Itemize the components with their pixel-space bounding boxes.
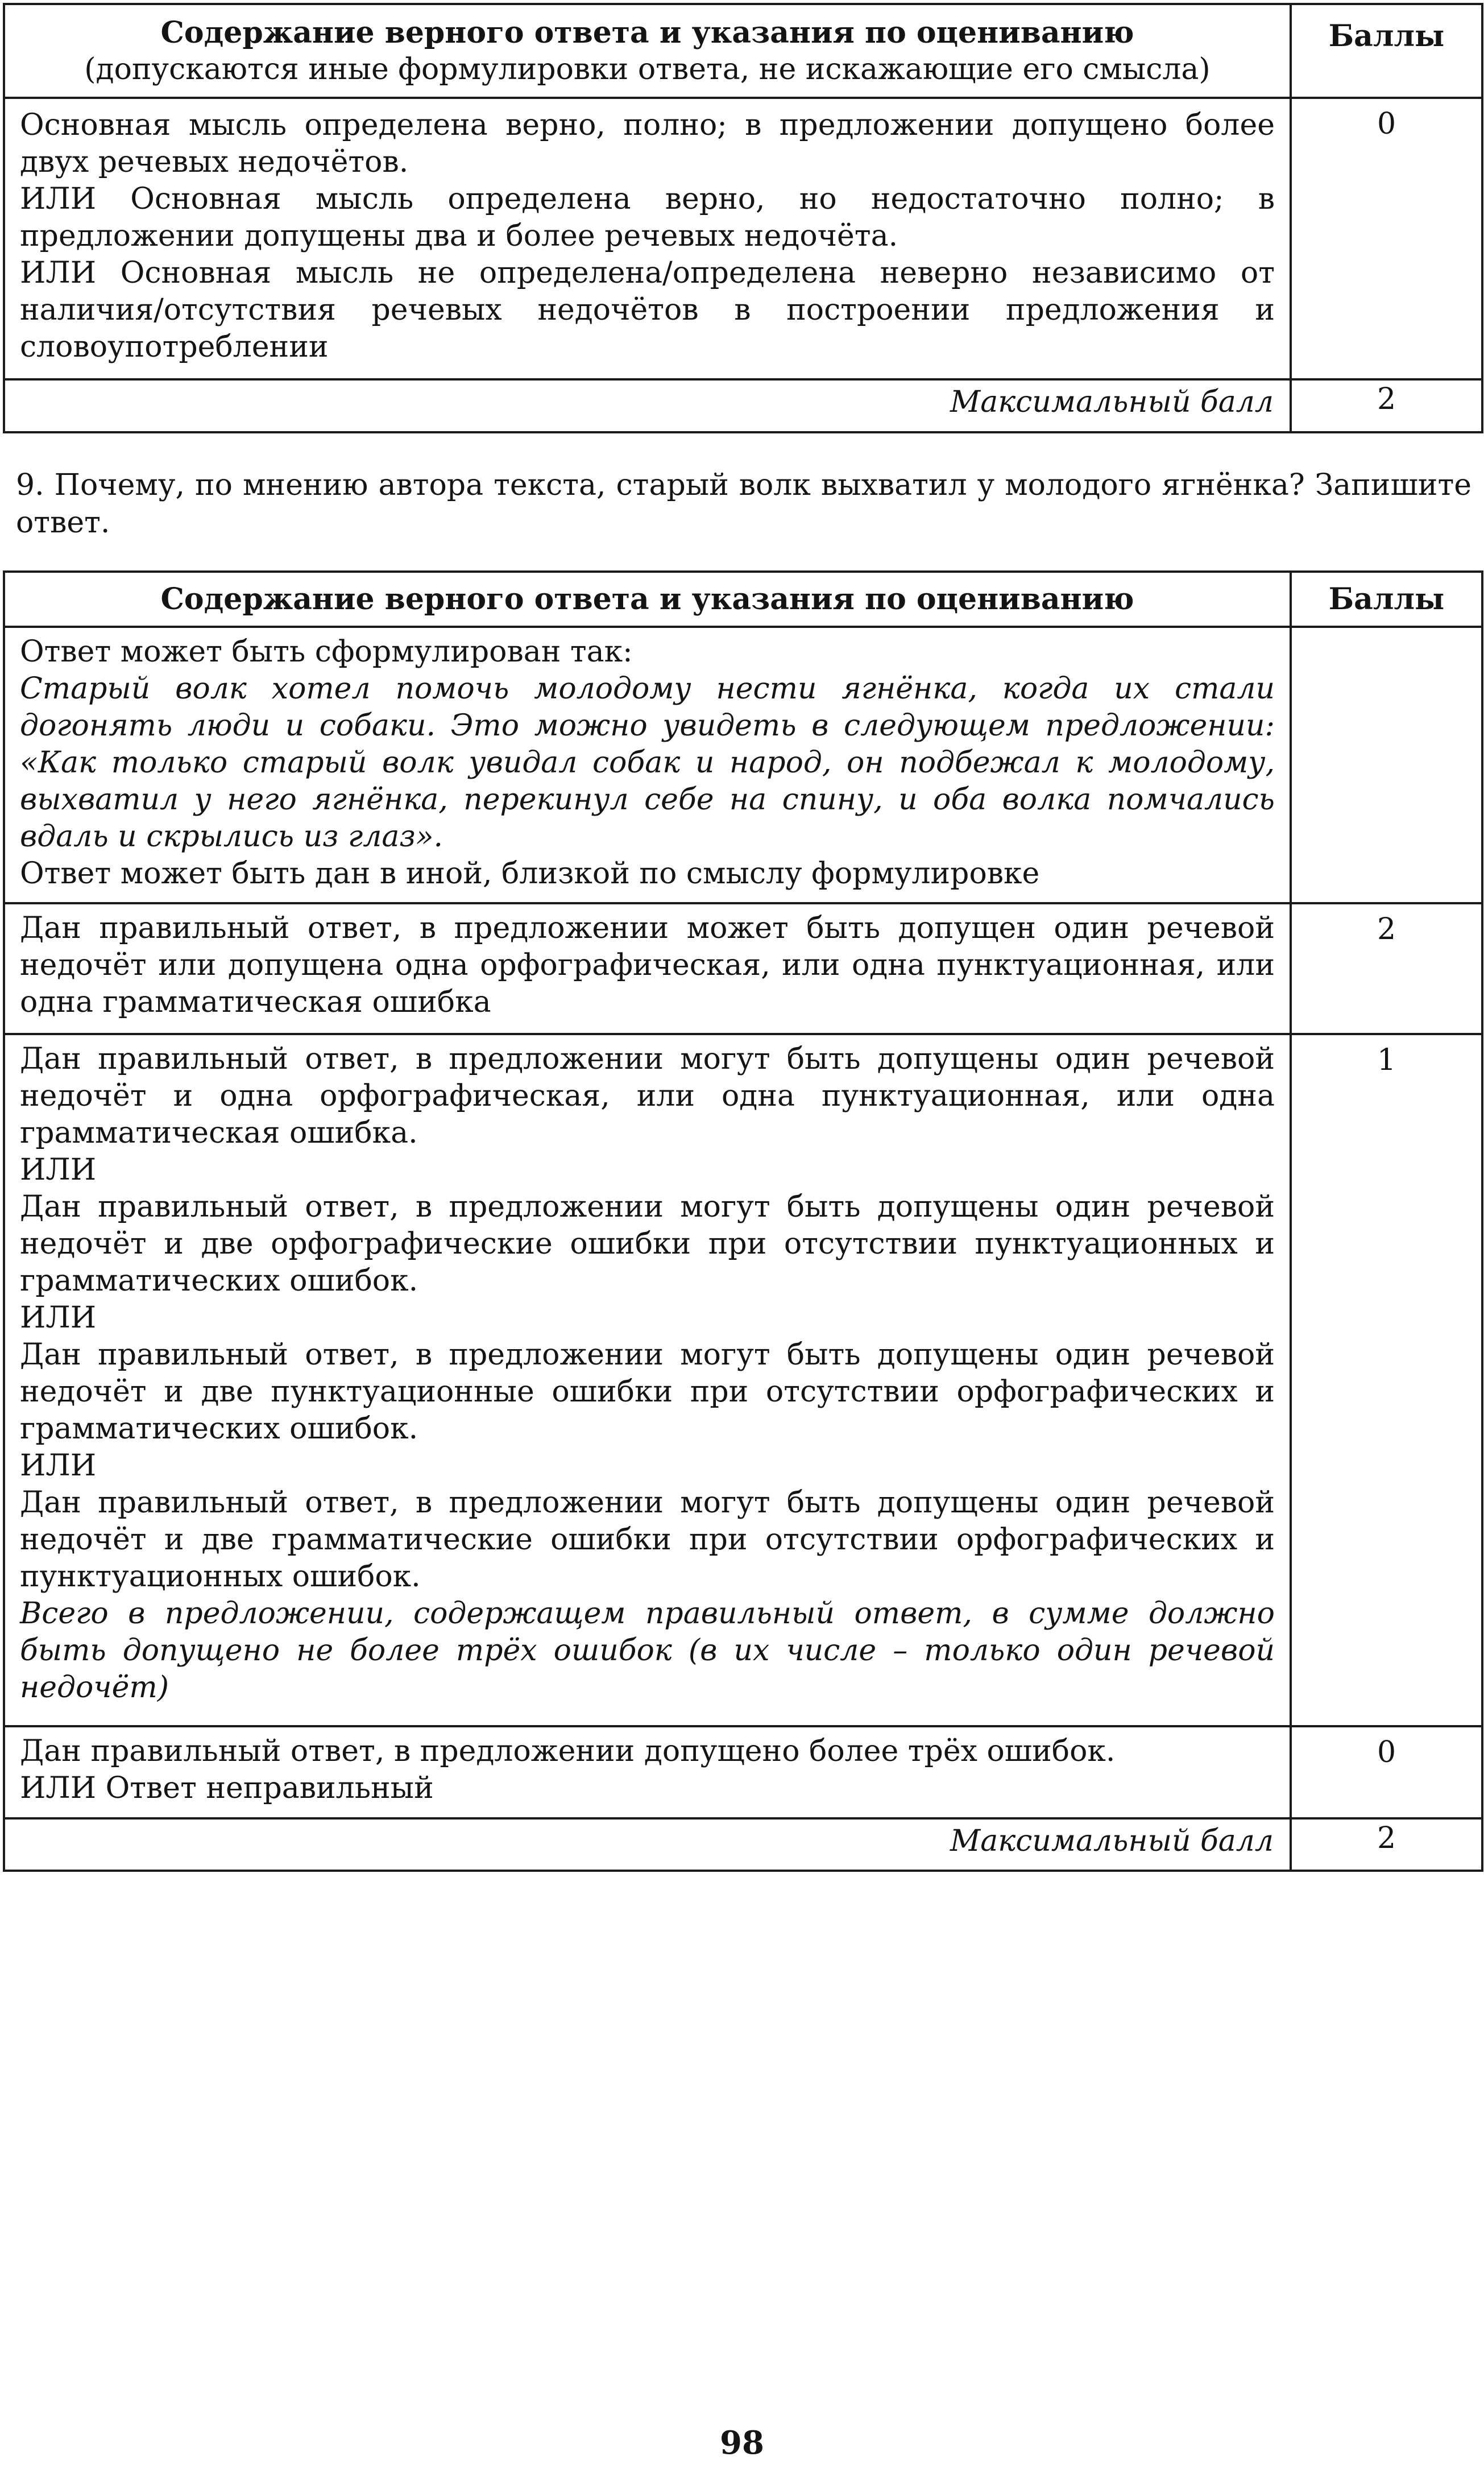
table-header-row xyxy=(4,572,1482,627)
criteria-row-1-point xyxy=(4,1034,1482,1726)
max-score-label: Максимальный балл xyxy=(4,379,1291,432)
criteria-table-1 xyxy=(3,3,1483,433)
max-score-row xyxy=(4,1818,1482,1871)
criteria-1-option: Дан правильный ответ, в предложении могут быть допущены один речевой недочёт и две пунктуационные ошибки при отсутствии орфографических и грамматических ошибок. xyxy=(20,1338,1275,1446)
criteria-2-points: 2 xyxy=(1291,903,1482,1034)
max-score-label: Максимальный балл xyxy=(4,1818,1291,1871)
criteria-1-option: Дан правильный ответ, в предложении могут быть допущены один речевой недочёт и две грамматические ошибки при отсутствии орфографических и пунктуационных ошибок. xyxy=(20,1486,1275,1594)
criteria-1-points: 1 xyxy=(1291,1034,1482,1726)
criteria-description xyxy=(4,98,1291,379)
max-score-value: 2 xyxy=(1291,379,1482,432)
criteria-1-option: Дан правильный ответ, в предложении могут быть допущены один речевой недочёт и две орфографические ошибки при отсутствии пунктуационных и грамматических ошибок. xyxy=(20,1190,1275,1298)
criteria-0-points: 0 xyxy=(1291,1726,1482,1818)
criteria-2-description: Дан правильный ответ, в предложении может быть допущен один речевой недочёт или допущена одна орфографическая, или одна пунктуационная, или одна грамматическая ошибка xyxy=(4,903,1291,1034)
criteria-1-note: Всего в предложении, содержащем правильный ответ, в сумме должно быть допущено не более трёх ошибок (в их числе – только один речевой недочёт) xyxy=(20,1597,1275,1705)
criteria-table-2 xyxy=(3,570,1483,1872)
model-answer-row xyxy=(4,627,1482,903)
model-answer-note: Ответ может быть дан в иной, близкой по смыслу формулировке xyxy=(20,857,1040,891)
criteria-line: ИЛИ Основная мысль не определена/определена неверно независимо от наличия/отсутствия речевых недочётов в построении предложения и словоупотреблении xyxy=(20,256,1275,364)
points-header: Баллы xyxy=(1291,4,1482,98)
criteria-points: 0 xyxy=(1291,98,1482,379)
or-label: ИЛИ xyxy=(20,1449,97,1483)
criteria-1-description xyxy=(4,1034,1291,1726)
criteria-1-option: Дан правильный ответ, в предложении могут быть допущены один речевой недочёт и одна орфографическая, или одна пунктуационная, или одна грамматическая ошибка. xyxy=(20,1042,1275,1150)
max-score-value: 2 xyxy=(1291,1818,1482,1871)
max-score-row xyxy=(4,379,1482,432)
model-answer-intro: Ответ может быть сформулирован так: xyxy=(20,635,633,669)
criteria-0-line: Дан правильный ответ, в предложении допущено более трёх ошибок. xyxy=(20,1734,1116,1768)
criteria-row-2-points xyxy=(4,903,1482,1034)
criteria-row-0-points xyxy=(4,1726,1482,1818)
content-header xyxy=(4,4,1291,98)
or-label: ИЛИ xyxy=(20,1301,97,1335)
or-label: ИЛИ xyxy=(20,1153,97,1187)
points-header: Баллы xyxy=(1291,572,1482,627)
criteria-0-line: ИЛИ Ответ неправильный xyxy=(20,1771,434,1805)
content-header-title: Содержание верного ответа и указания по оцениванию xyxy=(4,572,1291,627)
content-header-title: Содержание верного ответа и указания по оцениванию xyxy=(160,15,1134,50)
criteria-line: Основная мысль определена верно, полно; в предложении допущено более двух речевых недочётов. xyxy=(20,108,1275,179)
question-9: 9. Почему, по мнению автора текста, старый волк выхватил у молодого ягнёнка? Запишите ответ. xyxy=(16,468,1471,540)
page-number: 98 xyxy=(720,2424,764,2462)
table-header-row xyxy=(4,4,1482,98)
criteria-line: ИЛИ Основная мысль определена верно, но недостаточно полно; в предложении допущены два и более речевых недочёта. xyxy=(20,182,1275,253)
criteria-row xyxy=(4,98,1482,379)
criteria-0-description xyxy=(4,1726,1291,1818)
model-answer-sample: Старый волк хотел помочь молодому нести ягнёнка, когда их стали догонять люди и собаки. Это можно увидеть в следующем предложении: «Как только старый волк увидал собак и народ, он подбежал к молодому, выхватил у него ягнёнка, перекинул себе на спину, и оба волка помчались вдаль и скрылись из глаз». xyxy=(20,672,1275,854)
model-answer xyxy=(4,627,1291,903)
content-header-subtitle: (допускаются иные формулировки ответа, не искажающие его смысла) xyxy=(84,52,1211,86)
model-answer-points xyxy=(1291,627,1482,903)
